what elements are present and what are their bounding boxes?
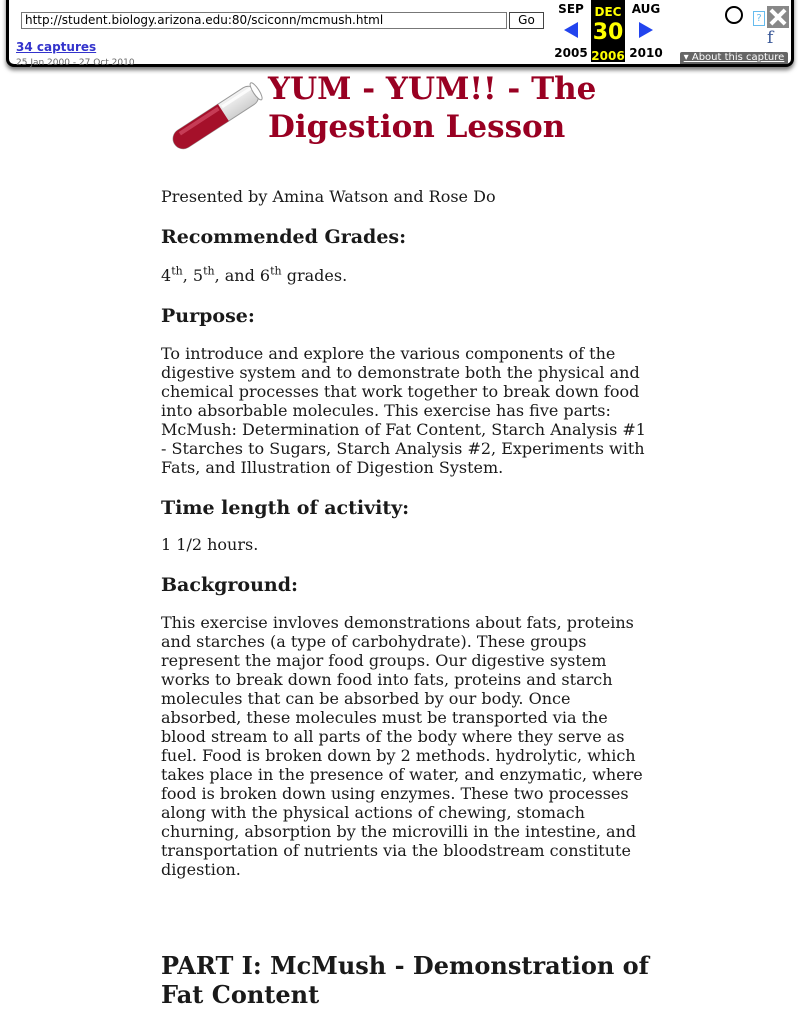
url-input[interactable]: http://student.biology.arizona.edu:80/sciconn/mcmush.html: [21, 12, 507, 29]
grade-4: 4: [161, 266, 172, 285]
grades-text: [161, 266, 651, 285]
next-month[interactable]: AUG: [631, 2, 661, 16]
sup-th: th: [270, 264, 282, 278]
title-line-2: Digestion Lesson: [268, 109, 566, 145]
current-day: 30: [592, 20, 624, 45]
test-tube-icon: [163, 78, 267, 158]
current-year: 2006: [591, 49, 625, 63]
page-title: [268, 70, 596, 146]
sup-th: th: [203, 264, 215, 278]
heading-part-1: PART I: McMush - Demonstration of Fat Content: [161, 951, 650, 1009]
capture-range: 25 Jan 2000 - 27 Oct 2010: [16, 58, 135, 68]
time-text: 1 1/2 hours.: [161, 535, 259, 554]
loading-circle-icon: [725, 6, 743, 24]
heading-purpose: Purpose:: [161, 305, 255, 327]
presenters: Presented by Amina Watson and Rose Do: [161, 187, 496, 206]
close-icon[interactable]: [767, 6, 789, 28]
go-button[interactable]: Go: [509, 12, 544, 29]
prev-capture[interactable]: [548, 2, 594, 64]
grade-5: 5: [192, 266, 204, 285]
next-arrow-icon[interactable]: [639, 22, 653, 38]
sep: ,: [182, 266, 193, 285]
prev-year[interactable]: 2005: [554, 46, 588, 60]
sup-th: th: [171, 264, 183, 278]
grades-suffix: grades.: [281, 266, 348, 285]
current-capture: [591, 0, 625, 62]
prev-arrow-icon[interactable]: [564, 22, 578, 38]
wayback-toolbar: [6, 0, 794, 67]
captures-link[interactable]: 34 captures: [16, 40, 97, 54]
current-month: DEC: [594, 5, 622, 19]
grade-6: 6: [259, 266, 271, 285]
page-content: [161, 70, 651, 1009]
heading-time: Time length of activity:: [161, 497, 410, 519]
prev-month[interactable]: SEP: [558, 2, 584, 16]
title-line-1: YUM - YUM!! - The: [268, 71, 597, 107]
heading-grades: Recommended Grades:: [161, 226, 407, 248]
purpose-text: To introduce and explore the various components of the digestive system and to demonstrate both the physical and chemical processes that work together to break down food into absorbable molecules. This exercise has five parts: McMush: Determination of Fat Content, Starch Analysis #1 - Starches to Sugars, Starch Analysis #2, Experiments with Fats, and Illustration of Digestion System.: [161, 344, 646, 477]
heading-background: Background:: [161, 574, 298, 596]
next-capture[interactable]: [623, 2, 669, 64]
title-row: [161, 70, 651, 170]
next-year[interactable]: 2010: [629, 46, 663, 60]
about-capture-button[interactable]: ▾ About this capture: [680, 52, 788, 64]
background-text: This exercise invloves demonstrations about fats, proteins and starches (a type of carbohydrate). These groups represent the major food groups. Our digestive system works to break down food into fats, proteins and starch molecules that can be absorbed by our body. Once absorbed, these molecules must be transported via the blood stream to all parts of the body where they serve as fuel. Food is broken down by 2 methods. hydrolytic, which takes place in the presence of water, and enzymatic, where food is broken down using enzymes. These two processes along with the physical actions of chewing, stomach churning, absorption by the microvilli in the intestine, and transportation of nutrients via the bloodstream constitute digestion.: [161, 613, 643, 879]
facebook-icon[interactable]: f: [767, 28, 774, 48]
help-icon[interactable]: ?: [753, 11, 765, 26]
sep: , and: [214, 266, 260, 285]
